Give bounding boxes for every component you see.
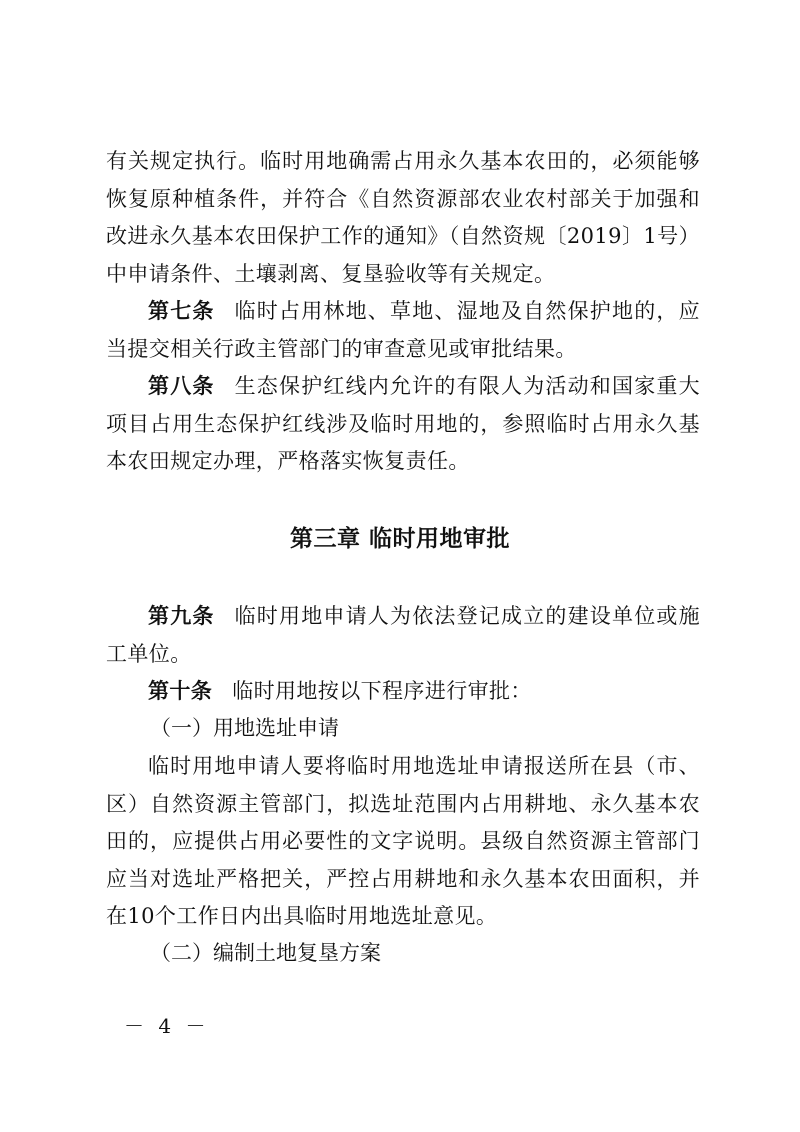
article-8-text: 生态保护红线内允许的有限人为活动和国家重大项目占用生态保护红线涉及临时用地的，参照临时占用永久基本农田规定办理，严格落实恢复责任。 bbox=[106, 374, 700, 473]
article-9-text: 临时用地申请人为依法登记成立的建设单位或施工单位。 bbox=[106, 604, 700, 666]
chapter-title: 第三章 临时用地审批 bbox=[289, 526, 510, 552]
article-9 bbox=[106, 598, 700, 673]
article-8-label: 第八条 bbox=[148, 374, 215, 398]
paragraph-continuation: 有关规定执行。临时用地确需占用永久基本农田的，必须能够恢复原种植条件，并符合《自然资源部农业农村部关于加强和改进永久基本农田保护工作的通知》（自然资规〔2019〕1号）中申请条件、土壤剥离、复垦验收等有关规定。 bbox=[106, 149, 700, 286]
article-7-text: 临时占用林地、草地、湿地及自然保护地的，应当提交相关行政主管部门的审查意见或审批结果。 bbox=[106, 299, 700, 361]
article-7-label: 第七条 bbox=[148, 299, 215, 323]
article-10 bbox=[106, 673, 700, 711]
article-10-label: 第十条 bbox=[148, 679, 213, 703]
subheading-1-body: 临时用地申请人要将临时用地选址申请报送所在县（市、区）自然资源主管部门，拟选址范围内占用耕地、永久基本农田的，应提供占用必要性的文字说明。县级自然资源主管部门应当对选址严格把关，严控占用耕地和永久基本农田面积，并在10个工作日内出具临时用地选址意见。 bbox=[106, 754, 700, 928]
article-8 bbox=[106, 368, 700, 481]
article-7 bbox=[106, 293, 700, 368]
article-9-label: 第九条 bbox=[148, 604, 215, 628]
subheading-2: （二）编制土地复垦方案 bbox=[150, 941, 381, 965]
subheading-1: （一）用地选址申请 bbox=[150, 716, 339, 740]
article-10-text: 临时用地按以下程序进行审批： bbox=[232, 679, 532, 703]
page-number: － 4 － bbox=[124, 1014, 210, 1038]
